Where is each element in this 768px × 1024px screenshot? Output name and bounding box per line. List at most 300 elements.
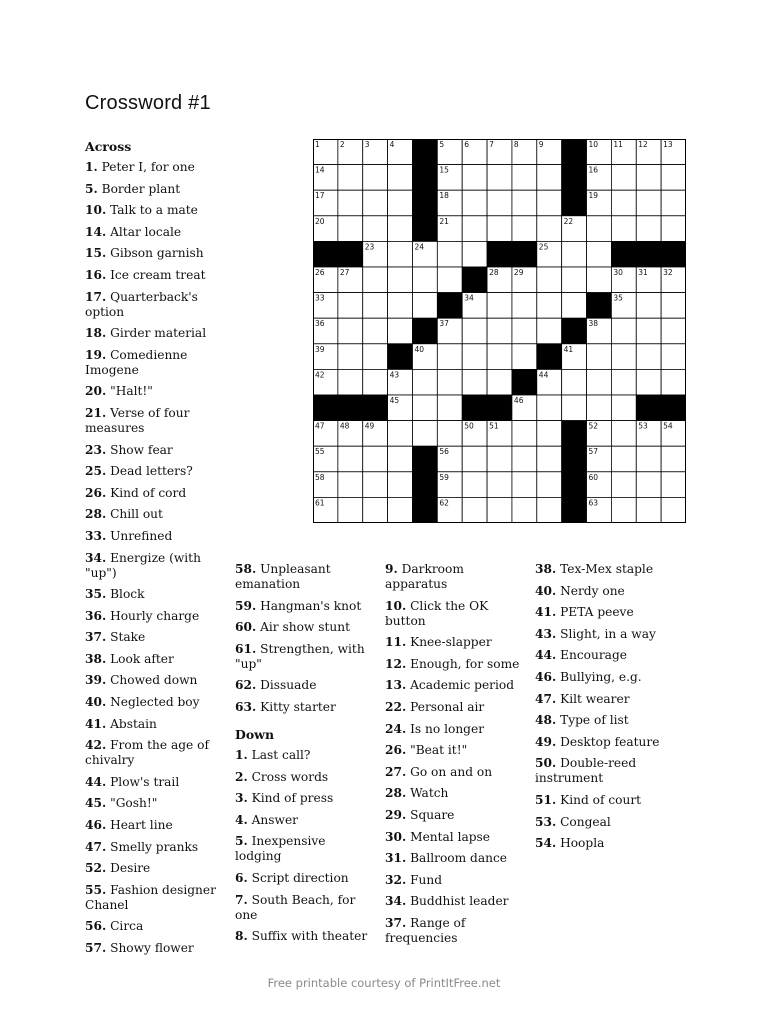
clue-number: 36. (85, 608, 107, 623)
clue-text: Academic period (410, 678, 515, 693)
grid-cell[interactable] (537, 472, 562, 498)
clue-number: 10. (385, 598, 407, 613)
grid-cell[interactable] (512, 293, 537, 319)
clue-number: 62. (235, 678, 257, 693)
grid-cell[interactable] (338, 293, 363, 319)
grid-cell[interactable] (363, 165, 388, 191)
grid-cell[interactable] (462, 318, 487, 344)
grid-cell[interactable] (388, 497, 413, 523)
cell-number: 35 (613, 293, 623, 303)
grid-cell[interactable] (363, 267, 388, 293)
down-clue-list-continued (385, 562, 525, 946)
grid-cell[interactable] (636, 190, 661, 216)
grid-cell[interactable] (363, 446, 388, 472)
clue-text: Unpleasant emanation (235, 562, 331, 591)
clue-text: Tex-Mex staple (560, 562, 654, 576)
grid-cell[interactable] (363, 369, 388, 395)
clue-item (535, 692, 685, 707)
grid-cell[interactable] (487, 216, 512, 242)
clue-item (85, 551, 225, 581)
clue-number: 5. (85, 181, 98, 196)
clue-item (535, 815, 685, 830)
grid-cell[interactable] (363, 318, 388, 344)
grid-cell[interactable] (587, 241, 612, 267)
clue-number: 46. (535, 669, 557, 684)
grid-cell[interactable] (338, 216, 363, 242)
grid-cell[interactable] (636, 446, 661, 472)
clue-item (85, 609, 225, 624)
grid-cell[interactable] (388, 190, 413, 216)
clue-number: 12. (385, 656, 407, 671)
cell-number: 7 (489, 140, 494, 149)
grid-cell[interactable] (462, 216, 487, 242)
grid-cell[interactable] (661, 318, 686, 344)
clue-item (235, 642, 375, 672)
clue-text: Last call? (251, 747, 311, 762)
grid-cell[interactable] (537, 165, 562, 191)
clue-text: Double-reed instrument (535, 756, 637, 786)
grid-cell[interactable] (537, 446, 562, 472)
clue-text: Kind of cord (110, 485, 187, 500)
black-square (537, 344, 562, 370)
grid-cell[interactable] (611, 395, 636, 421)
grid-cell[interactable] (388, 472, 413, 498)
cell-number: 56 (439, 447, 449, 457)
clue-number: 26. (385, 743, 407, 758)
clue-text: Hangman's knot (260, 598, 362, 613)
clue-item (85, 160, 225, 175)
grid-cell[interactable] (388, 293, 413, 319)
grid-cell[interactable] (462, 165, 487, 191)
clue-item (85, 246, 225, 261)
clue-column-3 (385, 562, 525, 953)
clue-column-4 (535, 562, 685, 858)
grid-cell[interactable] (338, 318, 363, 344)
clue-text: Chowed down (110, 673, 198, 688)
clue-number: 61. (235, 641, 257, 656)
clue-text: Mental lapse (410, 829, 491, 844)
clue-text: Knee-slapper (410, 635, 492, 650)
grid-cell[interactable] (388, 241, 413, 267)
grid-cell[interactable] (611, 446, 636, 472)
grid-cell[interactable] (338, 446, 363, 472)
clue-text: Comedienne Imogene (85, 347, 188, 377)
clue-item (85, 652, 225, 667)
clue-number: 50. (535, 756, 557, 771)
clue-item (235, 893, 375, 923)
grid-cell[interactable] (611, 318, 636, 344)
black-square (412, 216, 437, 242)
clue-text: Nerdy one (560, 583, 625, 598)
clue-number: 37. (85, 630, 107, 645)
grid-cell[interactable] (661, 165, 686, 191)
grid-cell[interactable] (562, 293, 587, 319)
grid-cell[interactable] (412, 267, 437, 293)
clue-number: 26. (85, 485, 107, 500)
clue-item (235, 813, 375, 828)
black-square (412, 139, 437, 165)
grid-cell[interactable] (363, 293, 388, 319)
clue-text: Energize (with "up") (85, 550, 201, 580)
grid-cell[interactable] (388, 267, 413, 293)
grid-cell[interactable] (611, 421, 636, 447)
grid-cell[interactable] (636, 165, 661, 191)
cell-number: 36 (315, 319, 325, 329)
clue-item (535, 735, 685, 750)
clue-text: Ballroom dance (410, 851, 507, 866)
clue-number: 33. (85, 528, 107, 543)
grid-cell[interactable] (537, 190, 562, 216)
grid-cell[interactable] (611, 497, 636, 523)
clue-item (85, 840, 225, 855)
grid-cell[interactable] (587, 369, 612, 395)
clue-number: 22. (385, 699, 407, 714)
clue-item (385, 916, 525, 946)
clue-text: Hoopla (560, 836, 605, 851)
clue-number: 38. (535, 562, 557, 576)
clue-number: 46. (85, 818, 107, 833)
grid-cell[interactable] (363, 216, 388, 242)
clue-number: 27. (385, 764, 407, 779)
clue-number: 3. (235, 791, 248, 806)
grid-cell[interactable] (611, 216, 636, 242)
grid-cell[interactable] (462, 497, 487, 523)
clue-text: Air show stunt (260, 620, 350, 635)
grid-cell[interactable] (537, 497, 562, 523)
clue-text: Quarterback's option (85, 289, 198, 319)
grid-cell[interactable] (636, 216, 661, 242)
crossword-grid[interactable] (313, 139, 686, 523)
grid-cell[interactable] (388, 165, 413, 191)
clue-item (85, 225, 225, 240)
clue-number: 60. (235, 620, 257, 635)
cell-number: 46 (513, 396, 524, 405)
grid-cell[interactable] (412, 421, 437, 447)
cell-number: 21 (439, 216, 449, 226)
grid-cell[interactable] (512, 165, 537, 191)
grid-cell[interactable] (462, 344, 487, 370)
grid-cell[interactable] (661, 293, 686, 319)
cell-number: 59 (439, 472, 449, 482)
clue-text: Show fear (110, 442, 173, 457)
grid-cell[interactable] (661, 497, 686, 523)
grid-cell[interactable] (537, 293, 562, 319)
cell-number: 15 (439, 165, 449, 175)
down-clue-list (235, 748, 375, 944)
cell-number: 61 (315, 498, 325, 508)
cell-number: 54 (663, 421, 673, 431)
black-square (562, 497, 587, 523)
clue-number: 8. (235, 929, 248, 944)
clue-number: 40. (85, 695, 107, 710)
clue-number: 11. (385, 635, 407, 650)
grid-cell[interactable] (363, 190, 388, 216)
clue-number: 38. (85, 651, 107, 666)
grid-cell[interactable] (487, 497, 512, 523)
clue-text: Kind of press (251, 791, 334, 806)
cell-number: 32 (663, 268, 673, 277)
cell-number: 51 (489, 421, 499, 431)
black-square (338, 241, 363, 267)
black-square (661, 395, 686, 421)
clue-number: 14. (85, 224, 107, 239)
grid-cell[interactable] (437, 344, 462, 370)
grid-cell[interactable] (562, 369, 587, 395)
grid-cell[interactable] (636, 318, 661, 344)
clue-text: Showy flower (110, 941, 194, 955)
cell-number: 53 (638, 421, 648, 431)
clue-item (85, 630, 225, 645)
grid-cell[interactable] (512, 216, 537, 242)
grid-cell[interactable] (611, 369, 636, 395)
grid-cell[interactable] (562, 241, 587, 267)
clue-number: 23. (85, 442, 107, 457)
grid-cell[interactable] (487, 293, 512, 319)
grid-cell[interactable] (487, 344, 512, 370)
grid-cell[interactable] (537, 267, 562, 293)
clue-item (535, 605, 685, 620)
grid-cell[interactable] (512, 344, 537, 370)
cell-number: 30 (613, 268, 623, 277)
clue-item (85, 406, 225, 436)
clue-number: 1. (85, 160, 98, 174)
down-clue-list-end (535, 562, 685, 851)
clue-text: Desire (110, 861, 151, 876)
grid-cell[interactable] (437, 241, 462, 267)
grid-cell[interactable] (338, 369, 363, 395)
clue-text: Unrefined (110, 528, 173, 543)
grid-cell[interactable] (562, 395, 587, 421)
clue-text: Plow's trail (110, 774, 180, 789)
grid-cell[interactable] (587, 216, 612, 242)
clue-number: 41. (85, 716, 107, 731)
grid-cell[interactable] (587, 267, 612, 293)
clue-number: 1. (235, 747, 248, 762)
clue-text: Kind of court (560, 792, 642, 807)
crossword-grid-svg[interactable] (313, 139, 686, 523)
grid-cell[interactable] (437, 369, 462, 395)
grid-cell[interactable] (661, 190, 686, 216)
clue-text: Stake (110, 630, 146, 645)
grid-cell[interactable] (661, 216, 686, 242)
clue-number: 21. (85, 405, 107, 420)
clue-text: Watch (410, 786, 449, 801)
grid-cell[interactable] (338, 165, 363, 191)
grid-cell[interactable] (437, 267, 462, 293)
grid-cell[interactable] (338, 497, 363, 523)
grid-cell[interactable] (487, 318, 512, 344)
clue-number: 16. (85, 267, 107, 282)
grid-cell[interactable] (412, 293, 437, 319)
clue-text: Go on and on (410, 764, 493, 779)
clue-text: Chill out (110, 507, 163, 522)
grid-cell[interactable] (338, 344, 363, 370)
grid-cell[interactable] (611, 344, 636, 370)
clue-text: Square (410, 807, 455, 822)
clue-number: 58. (235, 562, 257, 576)
clue-item (85, 919, 225, 934)
grid-cell[interactable] (512, 446, 537, 472)
grid-cell[interactable] (487, 369, 512, 395)
grid-cell[interactable] (537, 318, 562, 344)
clue-number: 28. (385, 786, 407, 801)
grid-cell[interactable] (537, 216, 562, 242)
grid-cell[interactable] (487, 472, 512, 498)
grid-cell[interactable] (487, 165, 512, 191)
grid-cell[interactable] (512, 190, 537, 216)
grid-cell[interactable] (388, 421, 413, 447)
clue-item (385, 808, 525, 823)
grid-cell[interactable] (512, 318, 537, 344)
grid-cell[interactable] (611, 190, 636, 216)
cell-number: 33 (315, 293, 325, 303)
grid-cell[interactable] (661, 369, 686, 395)
clue-number: 53. (535, 814, 557, 829)
clue-number: 30. (385, 829, 407, 844)
grid-cell[interactable] (462, 446, 487, 472)
black-square (412, 472, 437, 498)
grid-cell[interactable] (661, 344, 686, 370)
clue-number: 56. (85, 919, 107, 934)
grid-cell[interactable] (462, 369, 487, 395)
grid-cell[interactable] (636, 369, 661, 395)
clue-text: Script direction (251, 870, 349, 885)
cell-number: 1 (315, 140, 320, 149)
grid-cell[interactable] (487, 190, 512, 216)
grid-cell[interactable] (363, 472, 388, 498)
clue-text: Girder material (110, 326, 207, 341)
clue-item (85, 486, 225, 501)
grid-cell[interactable] (338, 190, 363, 216)
clue-column-1 (85, 139, 225, 963)
black-square (437, 293, 462, 319)
clue-text: Type of list (560, 713, 629, 728)
grid-cell[interactable] (636, 472, 661, 498)
black-square (636, 241, 661, 267)
grid-cell[interactable] (512, 497, 537, 523)
clue-number: 44. (535, 648, 557, 663)
grid-cell[interactable] (412, 369, 437, 395)
clue-text: South Beach, for one (235, 892, 356, 922)
black-square (412, 190, 437, 216)
clue-item (235, 620, 375, 635)
grid-cell[interactable] (388, 446, 413, 472)
clue-number: 63. (235, 699, 257, 714)
cell-number: 43 (389, 370, 400, 380)
cell-number: 24 (414, 242, 425, 252)
page-title: Crossword #1 (85, 92, 211, 114)
clue-number: 10. (85, 203, 107, 218)
black-square (636, 395, 661, 421)
clue-item (235, 748, 375, 763)
cell-number: 9 (538, 140, 544, 149)
grid-cell[interactable] (462, 472, 487, 498)
black-square (363, 395, 388, 421)
clue-text: Neglected boy (110, 695, 200, 710)
clue-item (535, 648, 685, 663)
grid-cell[interactable] (512, 472, 537, 498)
clue-number: 51. (535, 792, 557, 807)
grid-cell[interactable] (587, 395, 612, 421)
grid-cell[interactable] (437, 395, 462, 421)
clue-number: 9. (385, 562, 398, 576)
clue-text: Gibson garnish (110, 246, 204, 261)
clue-number: 18. (85, 326, 107, 341)
grid-cell[interactable] (636, 293, 661, 319)
grid-cell[interactable] (636, 497, 661, 523)
clue-number: 59. (235, 598, 257, 613)
black-square (338, 395, 363, 421)
grid-cell[interactable] (537, 395, 562, 421)
black-square (562, 472, 587, 498)
grid-cell[interactable] (636, 344, 661, 370)
clue-item (535, 756, 685, 786)
grid-cell[interactable] (661, 446, 686, 472)
clue-number: 39. (85, 673, 107, 688)
clue-item (535, 584, 685, 599)
grid-cell[interactable] (587, 344, 612, 370)
cell-number: 60 (588, 472, 599, 482)
grid-cell[interactable] (363, 344, 388, 370)
grid-cell[interactable] (661, 472, 686, 498)
clue-number: 49. (535, 734, 557, 749)
grid-cell[interactable] (487, 446, 512, 472)
clue-item (385, 786, 525, 801)
black-square (512, 369, 537, 395)
cell-number: 47 (315, 421, 325, 431)
grid-cell[interactable] (388, 318, 413, 344)
clue-text: Inexpensive lodging (235, 834, 326, 864)
clue-number: 20. (85, 384, 107, 399)
black-square (462, 267, 487, 293)
cell-number: 27 (339, 268, 350, 277)
cell-number: 58 (315, 472, 325, 482)
cell-number: 17 (315, 191, 325, 201)
black-square (661, 241, 686, 267)
grid-cell[interactable] (611, 472, 636, 498)
grid-cell[interactable] (462, 190, 487, 216)
grid-cell[interactable] (462, 241, 487, 267)
grid-cell[interactable] (437, 421, 462, 447)
black-square (562, 165, 587, 191)
clue-item (85, 775, 225, 790)
grid-cell[interactable] (537, 421, 562, 447)
grid-cell[interactable] (562, 267, 587, 293)
cell-number: 50 (464, 421, 474, 431)
clue-item (85, 587, 225, 602)
clue-text: "Beat it!" (410, 743, 468, 758)
grid-cell[interactable] (338, 472, 363, 498)
grid-cell[interactable] (388, 216, 413, 242)
clue-item (385, 873, 525, 888)
clue-item (85, 673, 225, 688)
clue-number: 44. (85, 774, 107, 789)
clue-number: 24. (385, 721, 407, 736)
clue-item (85, 507, 225, 522)
clue-number: 6. (235, 870, 248, 885)
clue-item (85, 529, 225, 544)
grid-cell[interactable] (512, 421, 537, 447)
clue-number: 47. (85, 839, 107, 854)
grid-cell[interactable] (363, 497, 388, 523)
cell-number: 4 (389, 140, 395, 149)
grid-cell[interactable] (611, 165, 636, 191)
black-square (562, 139, 587, 165)
clue-text: Range of frequencies (385, 915, 466, 945)
cell-number: 6 (464, 140, 469, 149)
cell-number: 34 (464, 293, 474, 303)
grid-cell[interactable] (412, 395, 437, 421)
